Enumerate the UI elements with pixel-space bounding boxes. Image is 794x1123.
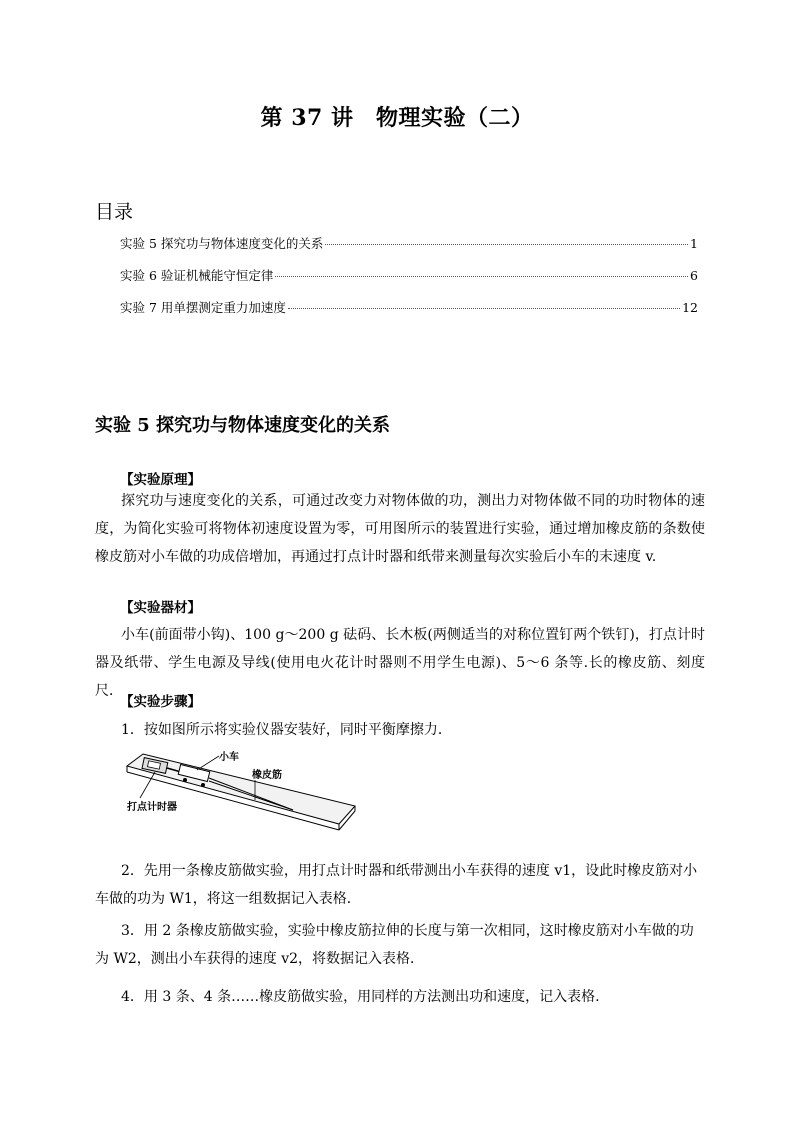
step-2: 2．先用一条橡皮筋做实验，用打点计时器和纸带测出小车获得的速度 v1，设此时橡皮筋对小车做的功为 W1，将这一组数据记入表格．	[95, 863, 698, 907]
band-label: 橡皮筋	[252, 770, 282, 781]
section-heading: 实验 5 探究功与物体速度变化的关系	[95, 415, 391, 436]
toc-leader	[325, 244, 688, 245]
toc-leader	[275, 276, 688, 277]
toc-heading: 目录	[95, 201, 134, 223]
timer-label: 打点计时器	[127, 802, 177, 813]
principle-label: 【实验原理】	[120, 472, 201, 488]
toc-entry-2[interactable]	[120, 268, 698, 284]
toc-entry-label: 实验 5 探究功与物体速度变化的关系	[120, 236, 324, 251]
page-title: 第 37 讲 物理实验（二）	[260, 105, 534, 131]
toc-entry-page: 6	[690, 268, 698, 283]
toc-leader	[288, 308, 680, 309]
steps-label: 【实验步骤】	[120, 694, 201, 710]
materials-label: 【实验器材】	[120, 600, 201, 616]
cart-label: 小车	[219, 752, 239, 763]
step-3: 3．用 2 条橡皮筋做实验，实验中橡皮筋拉伸的长度与第一次相同，这时橡皮筋对小车做的功为 W2，测出小车获得的速度 v2，将数据记入表格．	[95, 923, 694, 967]
toc-entry-label: 实验 6 验证机械能守恒定律	[120, 268, 274, 283]
step-1: 1．按如图所示将实验仪器安装好，同时平衡摩擦力．	[121, 722, 452, 738]
toc-entry-1[interactable]	[120, 236, 698, 252]
toc-entry-page: 1	[690, 236, 698, 251]
toc-entry-3[interactable]	[120, 300, 698, 316]
toc-entry-label: 实验 7 用单摆测定重力加速度	[120, 300, 286, 315]
step-4: 4．用 3 条、4 条……橡皮筋做实验，用同样的方法测出功和速度，记入表格.	[121, 989, 600, 1005]
principle-text: 探究功与速度变化的关系，可通过改变力对物体做的功，测出力对物体做不同的功时物体的速度，为简化实验可将物体初速度设置为零，可用图所示的装置进行实验，通过增加橡皮筋的条数使橡皮筋对小车做的功成倍增加，再通过打点计时器和纸带来测量每次实验后小车的末速度 v.	[95, 493, 705, 565]
apparatus-figure	[115, 748, 360, 840]
toc-entry-page: 12	[682, 300, 698, 315]
materials-text: 小车(前面带小钩)、100 g～200 g 砝码、长木板(两侧适当的对称位置钉两个铁钉)，打点计时器及纸带、学生电源及导线(使用电火花计时器则不用学生电源)、5～6 条等.长的橡皮筋、刻度尺．	[95, 627, 705, 699]
